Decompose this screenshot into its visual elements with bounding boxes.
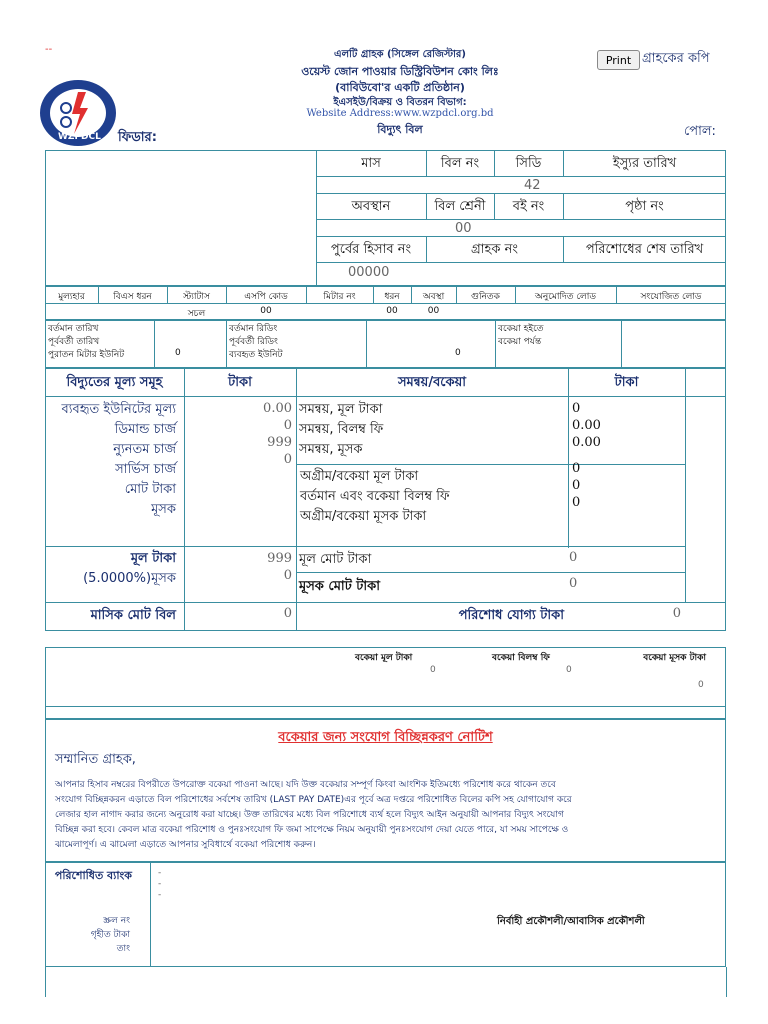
vat-rate-label: (5.0000%)মূসক	[83, 571, 176, 586]
adj-vat-value: 0.00	[572, 435, 601, 450]
arrear-principal-total-value: 0	[430, 665, 436, 675]
principal-total-label: মূল মোট টাকা	[299, 552, 372, 567]
reading-labels-2	[229, 323, 283, 362]
header-division: ইএসইউ/বিক্রয় ও বিতরন বিভাগ:	[333, 97, 467, 108]
notice-line-3: লেজার হাল নাগাদ করার জন্যে অনুরোধ করা যাচ্ছে। উক্ত তারিখের মধ্যে বিল পরিশোধে ব্যর্থ হলে বিদ্যুৎ আইন অনুযায়ী আপনার বিদ্যুৎ সংযোগ	[55, 810, 564, 820]
monthly-bill-value: 0	[283, 606, 292, 621]
paid-bank-label: পরিশোধিত ব্যাংক	[54, 869, 132, 882]
total-taka-label: মোট টাকা	[124, 482, 176, 497]
arrear-principal-value: 0	[572, 461, 581, 476]
sp-code-value: 00	[260, 306, 272, 316]
header-subsidiary: (বাবিউবো'র একটি প্রতিষ্ঠান)	[335, 81, 465, 94]
sp-code-header: এসপি কোড	[244, 292, 288, 302]
taka-header-2: টাকা	[614, 375, 639, 390]
arrear-vat-total-value: 0	[698, 680, 704, 690]
header-line1: এলটি গ্রাহক (সিঙ্গেল রেজিস্টার)	[333, 49, 466, 60]
previous-reading-label: পূর্ববর্তী রিডিং	[229, 337, 278, 347]
bill-class-header: বিল শ্রেনী	[434, 199, 486, 214]
principal-value: 999	[267, 551, 292, 566]
tariff-header: মুল্যহার	[58, 292, 85, 302]
greeting: সম্মানিত গ্রাহক,	[55, 752, 136, 767]
adj-principal-value: 0	[572, 401, 581, 416]
old-meter-unit-label: পুরাতন মিটার ইউনিট	[48, 350, 125, 360]
service-charge-label: সার্ভিস চার্জ	[115, 462, 176, 477]
unit-price-value: 0.00	[263, 401, 292, 416]
bank-dash-3: -	[158, 890, 162, 900]
class-value: 00	[455, 221, 472, 236]
arrear-values	[572, 460, 580, 511]
payable-value: 0	[672, 606, 681, 621]
multiplier-header: গুনিতক	[471, 292, 500, 302]
service-charge-value: 0	[283, 452, 292, 467]
bill-title: বিদ্যুৎ বিল	[377, 123, 423, 136]
last-pay-date-header: পরিশোধের শেষ তারিখ	[585, 242, 704, 257]
previous-date-label: পূর্ববর্তী তারিখ	[48, 337, 100, 347]
notice-line-2: সংযোগ বিচ্ছিন্নকরন এড়াতে বিল পরিশোধের সর্বশেষ তারিখ (LAST PAY DATE)এর পূর্বে অত্র দপ্তরে পরিশোধিত বিলের কপি সহ যোগাযোগ করে	[55, 795, 572, 805]
current-reading-label: বর্তমান রিডিং	[229, 324, 278, 334]
engineer-signature-label: নির্বাহী প্রকৌশলী/আবাসিক প্রকৌশলী	[497, 916, 645, 927]
received-amount-label: গৃহীত টাকা	[90, 930, 130, 940]
adj-late-fee-label: সমন্বয়, বিলম্ব ফি	[299, 422, 384, 437]
location-header: অবস্থান	[351, 199, 391, 214]
prev-account-header: পুর্বের হিসাব নং	[330, 242, 412, 257]
logo-text: WZPDCL	[58, 132, 101, 142]
old-meter-unit-value: 0	[175, 348, 181, 358]
principal-total-value: 0	[569, 550, 578, 565]
bank-dash-1: -	[158, 868, 162, 878]
adjustment-values	[572, 400, 601, 451]
vat-label: মূসক	[151, 502, 176, 517]
payment-labels	[48, 914, 130, 956]
book-no-header: বই নং	[512, 199, 545, 214]
print-button[interactable]: Print	[597, 50, 640, 70]
customer-no-header: গ্রাহক নং	[471, 242, 518, 257]
arrear-vat-total-label: বকেয়া মূসক টাকা	[643, 653, 706, 663]
charge-labels	[48, 400, 176, 520]
bs-type-header: বিএস ধরন	[113, 292, 152, 302]
payable-label: পরিশোধ যোগ্য টাকা	[458, 608, 564, 623]
notice-line-5: ঝামেলাপূর্ণ। এ ঝামেলা এড়াতে আপনার সুবিধার্থে বকেয়া পরিশোধ করুন।	[55, 840, 316, 850]
header-company: ওয়েস্ট জোন পাওয়ার ডিস্ট্রিবিউশন কোং লিঃ	[301, 65, 499, 78]
type-header: ধরন	[384, 292, 400, 302]
notice-line-4: বিচ্ছিন্ন করা হবে। কেবল মাত্র বকেয়া পরিশোধ ও পুনঃসংযোগ ফি জমা সাপেক্ষে নিয়ম অনুযায়ী পুনঃসংযোগ দেয়া যেতে পারে, যা সময় সাপেক্ষে ও	[55, 825, 569, 835]
minimum-charge-label: ন্যুনতম চার্জ	[113, 442, 176, 457]
vat-value: 0	[283, 568, 292, 583]
principal-values	[190, 550, 292, 584]
page-no-header: পৃষ্ঠা নং	[625, 199, 664, 214]
reading-box	[45, 320, 726, 368]
arrear-vat-value: 0	[572, 495, 581, 510]
charge-values	[190, 400, 292, 468]
notice-body	[55, 778, 725, 853]
copy-label: গ্রাহকের কপি	[642, 51, 710, 66]
adjustment-header: সমন্বয়/বকেয়া	[397, 375, 467, 390]
condition-value: 00	[427, 306, 440, 316]
principal-label: মূল টাকা	[130, 551, 176, 566]
date-label: তাং	[116, 944, 130, 954]
minimum-charge-value: 999	[267, 435, 292, 450]
cd-value: 42	[524, 178, 541, 193]
used-unit-label: ব্যবহৃত ইউনিট	[229, 350, 283, 360]
demand-charge-label: ডিমান্ড চার্জ	[114, 422, 176, 437]
vat-total-value: 0	[569, 576, 578, 591]
status-header: স্ট্যাটাস	[183, 292, 210, 302]
condition-header: অবস্থা	[422, 292, 445, 302]
bank-dash-2: -	[158, 879, 162, 889]
demand-charge-value: 0	[283, 418, 292, 433]
scroll-no-label: স্ক্রল নং	[103, 916, 130, 926]
taka-header: টাকা	[228, 375, 252, 390]
bank-dashes	[158, 868, 161, 901]
arrear-late-fee-total-label: বকেয়া বিলম্ব ফি	[492, 653, 550, 663]
arrear-late-fee-value: 0	[572, 478, 581, 493]
price-header: বিদ্যুতের মূল্য সমূহ	[66, 375, 163, 390]
website: Website Address:www.wzpdcl.org.bd	[306, 108, 494, 119]
status-value: সচল	[187, 309, 206, 319]
adj-vat-label: সমন্বয়, মূসক	[299, 442, 363, 457]
corner-mark: --	[45, 44, 53, 55]
issue-date-header: ইস্যুর তারিখ	[612, 156, 677, 171]
unit-price-label: ব্যবহৃত ইউনিটের মূল্য	[61, 402, 176, 417]
notice-title-text: বকেয়ার জন্য সংযোগ বিচ্ছিন্নকরণ নোটিশ	[278, 730, 493, 745]
arrear-to-label: বকেয়া পর্যন্ত	[498, 337, 542, 347]
arrear-principal-total-label: বকেয়া মূল টাকা	[355, 653, 413, 663]
arrear-late-fee-total-value: 0	[566, 665, 572, 675]
arrear-late-fee-label: বর্তমান এবং বকেয়া বিলম্ব ফি	[300, 489, 450, 504]
notice-line-1: আপনার হিসাব নম্বরের বিপরীতে উপরোক্ত বকেয়া পাওনা আছে। যদি উক্ত বকেয়ার সম্পূর্ণ কিংবা আংশিক ইতিমধ্যে পরিশোধ করে থাকেন তবে	[55, 780, 556, 790]
vat-total-label: মূসক মোট টাকা	[299, 579, 381, 594]
arrear-period-labels	[498, 323, 543, 349]
bill-no-header: বিল নং	[440, 156, 480, 171]
cd-header: সিডি	[515, 156, 542, 171]
monthly-bill-label: মাসিক মোট বিল	[90, 608, 176, 623]
connected-load-header: সংযোজিত লোড	[640, 292, 702, 302]
meter-no-header: মিটার নং	[323, 292, 356, 302]
reading-labels-1	[48, 323, 124, 362]
arrear-from-label: বকেয়া হইতে	[498, 324, 544, 334]
used-unit-value: 0	[455, 348, 461, 358]
adj-principal-label: সমন্বয়, মূল টাকা	[299, 402, 383, 417]
pole-label: পোল:	[684, 124, 716, 139]
current-date-label: বর্তমান তারিখ	[48, 324, 99, 334]
arrear-labels	[300, 467, 450, 527]
type-value: 00	[386, 306, 398, 316]
feeder-label: ফিডার:	[118, 130, 157, 145]
sanctioned-load-header: অনুমোদিত লোড	[535, 292, 596, 302]
arrear-principal-label: অগ্রীম/বকেয়া মূল টাকা	[300, 469, 419, 484]
notice-title	[45, 728, 726, 749]
arrear-vat-label: অগ্রীম/বকেয়া মূসক টাকা	[300, 509, 427, 524]
month-header: মাস	[361, 156, 381, 171]
adjustment-labels	[299, 400, 383, 460]
adj-late-fee-value: 0.00	[572, 418, 601, 433]
prev-account-value: 00000	[348, 265, 390, 280]
